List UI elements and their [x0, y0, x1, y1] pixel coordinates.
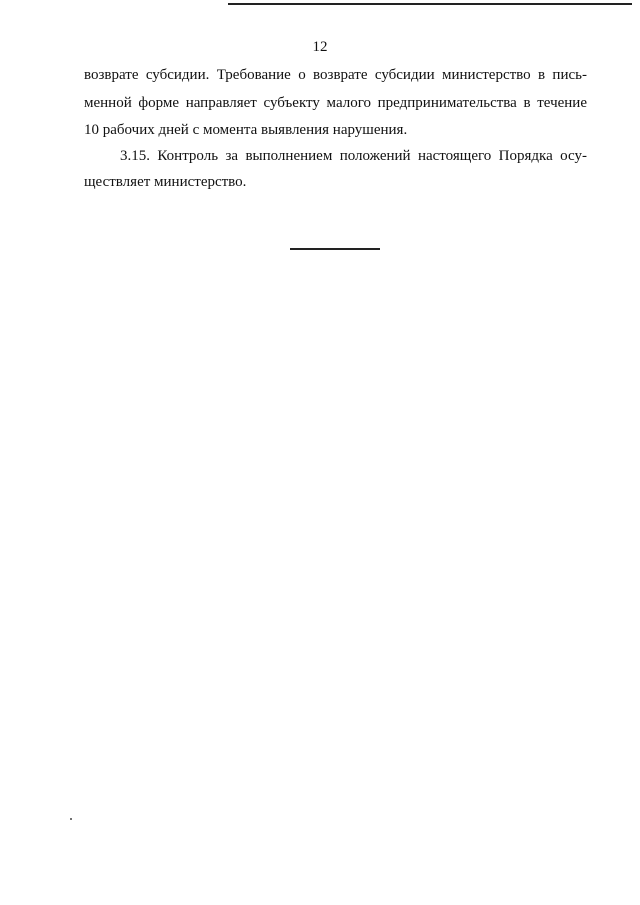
- text-line: возврате субсидии. Требование о возврате субсидии министерство в пись-: [84, 67, 587, 83]
- paragraph-3-15-line: 3.15. Контроль за выполнением положений настоящего Порядка осу-: [120, 148, 587, 164]
- top-border-line: [228, 3, 632, 5]
- text-line: 10 рабочих дней с момента выявления нарушения.: [84, 122, 408, 138]
- text-line: ществляет министерство.: [84, 174, 247, 190]
- scan-speck: [70, 818, 72, 820]
- page-number: 12: [312, 39, 328, 55]
- end-of-document-rule: [290, 248, 380, 250]
- text-line: менной форме направляет субъекту малого предпринимательства в течение: [84, 95, 587, 111]
